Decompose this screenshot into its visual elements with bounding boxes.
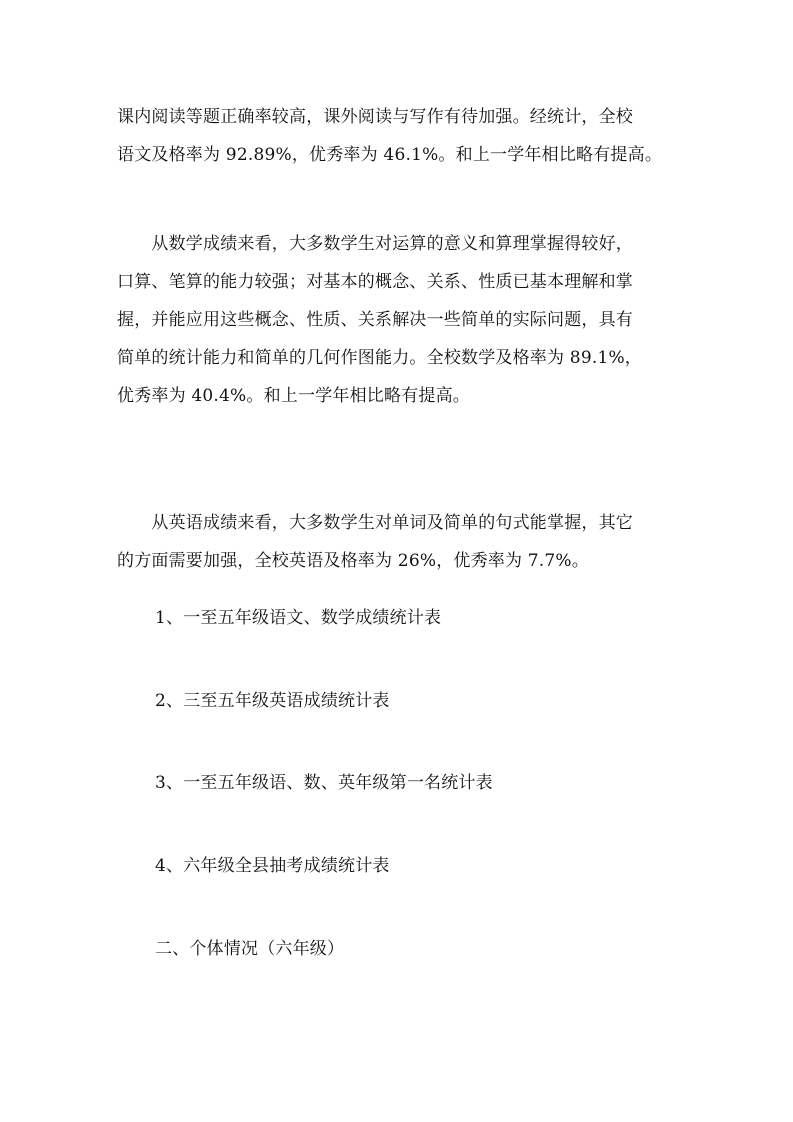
paragraph-line: 口算、笔算的能力较强；对基本的概念、关系、性质已基本理解和掌 [117, 272, 633, 292]
list-item-grade1-5-chinese-math-table: 1、一至五年级语文、数学成绩统计表 [155, 608, 442, 628]
chinese-summary-paragraph [117, 98, 692, 174]
paragraph-line: 从数学成绩来看，大多数学生对运算的意义和算理掌握得较好， [117, 234, 633, 254]
paragraph-line: 简单的统计能力和简单的几何作图能力。全校数学及格率为 89.1%， [117, 348, 643, 368]
paragraph-line: 握，并能应用这些概念、性质、关系解决一些简单的实际问题，具有 [117, 310, 633, 330]
list-item-grade3-5-english-table: 2、三至五年级英语成绩统计表 [155, 691, 390, 711]
section-heading-individual: 二、个体情况（六年级） [155, 939, 345, 959]
english-summary-paragraph [117, 504, 692, 580]
paragraph-line: 优秀率为 40.4%。和上一学年相比略有提高。 [117, 386, 471, 406]
list-item-grade6-county-exam-table: 4、六年级全县抽考成绩统计表 [155, 856, 390, 876]
paragraph-line: 课内阅读等题正确率较高，课外阅读与写作有待加强。经统计，全校 [117, 107, 633, 127]
math-summary-paragraph [117, 225, 692, 415]
paragraph-line: 语文及格率为 92.89%，优秀率为 46.1%。和上一学年相比略有提高。 [117, 145, 663, 165]
paragraph-line: 从英语成绩来看，大多数学生对单词及简单的句式能掌握，其它 [117, 513, 633, 533]
paragraph-line: 的方面需要加强，全校英语及格率为 26%，优秀率为 7.7%。 [117, 551, 589, 571]
list-item-first-place-table: 3、一至五年级语、数、英年级第一名统计表 [155, 773, 493, 793]
